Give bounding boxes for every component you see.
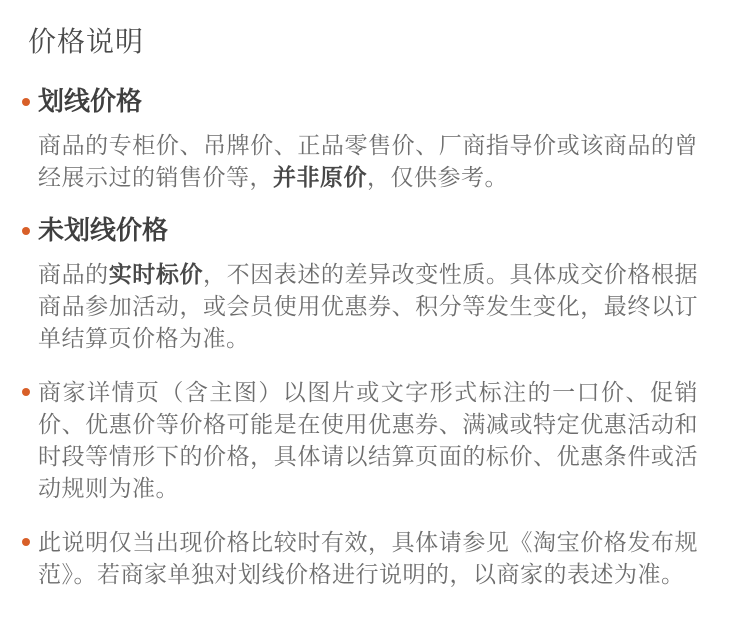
note-content (38, 526, 698, 590)
note-heading: 划线价格 (38, 86, 143, 116)
body-text: 商品的专柜价、吊牌价、正品零售价、厂商指导价或该商品的曾经展示过的销售价等， (38, 132, 698, 190)
body-text: ，仅供参考。 (367, 164, 508, 190)
price-note-item (22, 526, 712, 590)
page-title: 价格说明 (28, 26, 145, 57)
price-notice-sections (22, 86, 712, 590)
note-heading: 未划线价格 (38, 215, 169, 245)
emphasized-text: 实时标价 (108, 261, 204, 287)
note-paragraph (38, 258, 698, 354)
body-text: 商品的 (38, 261, 109, 287)
price-note-item (22, 86, 712, 193)
emphasized-text: 并非原价 (273, 164, 367, 190)
bullet-icon (22, 227, 30, 235)
note-content (38, 376, 698, 504)
body-text: 商家详情页（含主图）以图片或文字形式标注的一口价、促销价、优惠价等价格可能是在使用优惠券、满减或特定优惠活动和时段等情形下的价格，具体请以结算页面的标价、优惠条件或活动规则为准。 (38, 379, 698, 501)
bullet-icon (22, 98, 30, 106)
body-text: 此说明仅当出现价格比较时有效，具体请参见《淘宝价格发布规范》。若商家单独对划线价格进行说明的，以商家的表述为准。 (38, 529, 698, 587)
bullet-icon (22, 538, 30, 546)
note-content (38, 86, 698, 193)
price-note-item (22, 215, 712, 354)
body-text: ，不因表述的差异改变性质。具体成交价格根据商品参加活动，或会员使用优惠券、积分等发生变化，最终以订单结算页价格为准。 (38, 261, 699, 351)
note-content (38, 215, 698, 354)
note-paragraph (38, 376, 698, 504)
bullet-icon (22, 388, 30, 396)
price-note-item (22, 376, 712, 504)
note-paragraph (38, 129, 698, 193)
note-paragraph (38, 526, 698, 590)
